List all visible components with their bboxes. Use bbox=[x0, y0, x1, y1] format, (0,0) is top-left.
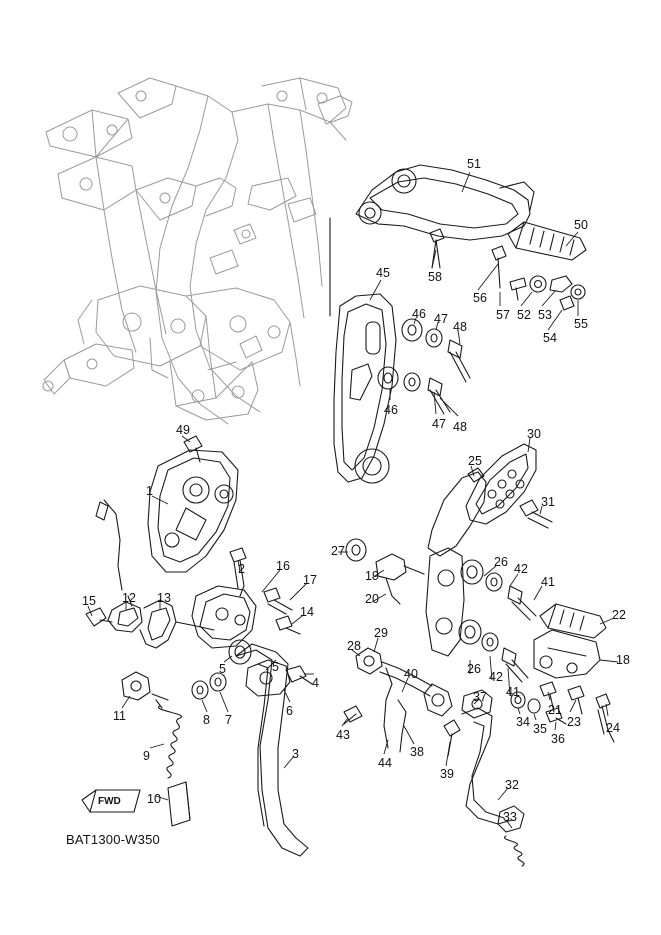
callout-26-upper: 26 bbox=[494, 555, 508, 569]
callout-49: 49 bbox=[176, 423, 190, 437]
callout-42-upper: 42 bbox=[514, 562, 528, 576]
callout-58: 58 bbox=[428, 270, 442, 284]
callout-15: 15 bbox=[82, 594, 96, 608]
callout-35: 35 bbox=[533, 722, 547, 736]
callout-5-right: 5 bbox=[272, 660, 279, 674]
callout-16: 16 bbox=[276, 559, 290, 573]
callout-27: 27 bbox=[331, 544, 345, 558]
callout-41-lower: 41 bbox=[506, 685, 520, 699]
callout-5-left: 5 bbox=[219, 662, 226, 676]
callout-53: 53 bbox=[538, 308, 552, 322]
diagram-code: BAT1300-W350 bbox=[66, 832, 160, 847]
callout-6: 6 bbox=[286, 704, 293, 718]
callout-11: 11 bbox=[113, 709, 126, 723]
callout-38: 38 bbox=[410, 745, 424, 759]
callout-18: 18 bbox=[616, 653, 630, 667]
callout-25: 25 bbox=[468, 454, 482, 468]
callout-54: 54 bbox=[543, 331, 557, 345]
callout-57: 57 bbox=[496, 308, 510, 322]
callout-32: 32 bbox=[505, 778, 519, 792]
callout-36: 36 bbox=[551, 732, 565, 746]
callout-51: 51 bbox=[467, 157, 481, 171]
callout-31: 31 bbox=[541, 495, 555, 509]
callout-46-lower: 46 bbox=[384, 403, 398, 417]
callout-19: 19 bbox=[365, 569, 379, 583]
callout-43: 43 bbox=[336, 728, 350, 742]
callout-4: 4 bbox=[312, 676, 319, 690]
callout-21: 21 bbox=[548, 703, 562, 717]
callout-37: 37 bbox=[473, 690, 487, 704]
callout-20: 20 bbox=[365, 592, 379, 606]
callout-47-upper: 47 bbox=[434, 312, 448, 326]
fwd-direction-label: FWD bbox=[98, 796, 121, 807]
callout-28: 28 bbox=[347, 639, 361, 653]
callout-10: 10 bbox=[147, 792, 161, 806]
callout-8: 8 bbox=[203, 713, 210, 727]
callout-45: 45 bbox=[376, 266, 390, 280]
callout-56: 56 bbox=[473, 291, 487, 305]
callout-50: 50 bbox=[574, 218, 588, 232]
callout-9: 9 bbox=[143, 749, 150, 763]
callout-29: 29 bbox=[374, 626, 388, 640]
callout-2: 2 bbox=[238, 562, 245, 576]
callout-52: 52 bbox=[517, 308, 531, 322]
callout-33: 33 bbox=[503, 810, 517, 824]
callout-44: 44 bbox=[378, 756, 392, 770]
callout-14: 14 bbox=[300, 605, 314, 619]
callout-1: 1 bbox=[146, 484, 153, 498]
callout-40: 40 bbox=[404, 667, 418, 681]
callout-41-upper: 41 bbox=[541, 575, 555, 589]
callout-13: 13 bbox=[157, 591, 171, 605]
callout-42-lower: 42 bbox=[489, 670, 503, 684]
callout-55: 55 bbox=[574, 317, 588, 331]
callout-7: 7 bbox=[225, 713, 232, 727]
callout-30: 30 bbox=[527, 427, 541, 441]
callout-17: 17 bbox=[303, 573, 317, 587]
callout-34: 34 bbox=[516, 715, 530, 729]
callout-39: 39 bbox=[440, 767, 454, 781]
callout-48-lower: 48 bbox=[453, 420, 467, 434]
callout-3: 3 bbox=[292, 747, 299, 761]
callout-48-upper: 48 bbox=[453, 320, 467, 334]
callout-23: 23 bbox=[567, 715, 581, 729]
callout-22: 22 bbox=[612, 608, 626, 622]
callout-47-lower: 47 bbox=[432, 417, 446, 431]
callout-46-upper: 46 bbox=[412, 307, 426, 321]
callout-12: 12 bbox=[122, 591, 136, 605]
callout-24: 24 bbox=[606, 721, 620, 735]
callout-26-lower: 26 bbox=[467, 662, 481, 676]
